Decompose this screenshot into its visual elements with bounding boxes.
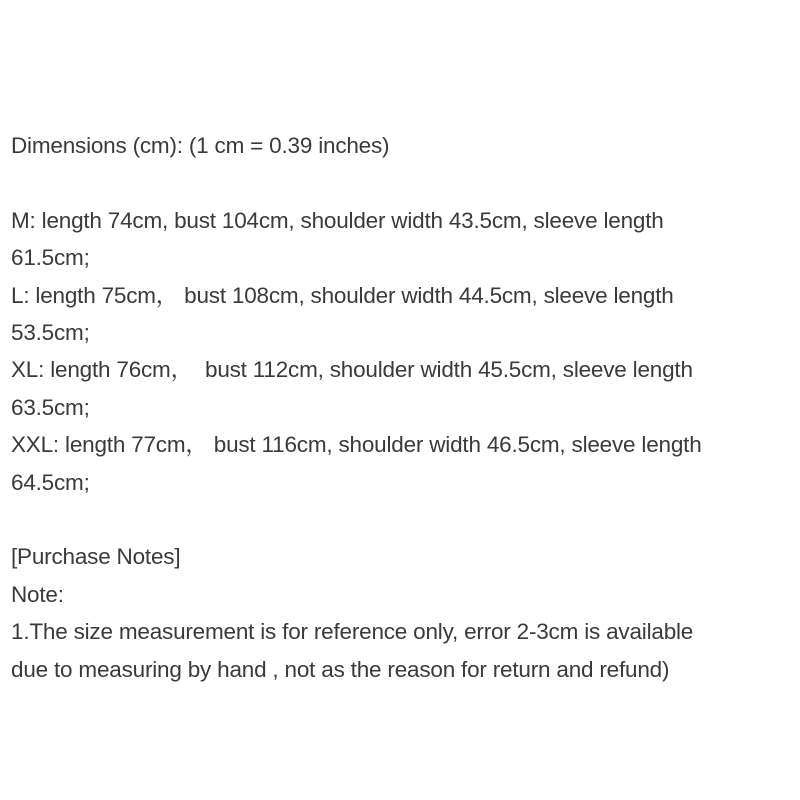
size-line-continued: 53.5cm;	[11, 320, 90, 346]
note-label: Note:	[11, 581, 64, 607]
size-list	[11, 202, 791, 501]
size-line-continued: 64.5cm;	[11, 469, 90, 495]
blank-line	[11, 164, 791, 201]
size-line: XL: length 76cm， bust 112cm, shoulder width 45.5cm, sleeve length	[11, 357, 693, 383]
note-text-continued: due to measuring by hand , not as the reason for return and refund)	[11, 656, 670, 682]
size-line-continued: 63.5cm;	[11, 394, 90, 420]
size-entry-xl	[11, 351, 791, 426]
purchase-notes-heading: [Purchase Notes]	[11, 544, 181, 570]
product-description	[11, 127, 791, 688]
size-line: XXL: length 77cm， bust 116cm, shoulder width 46.5cm, sleeve length	[11, 432, 702, 458]
note-text: 1.The size measurement is for reference only, error 2-3cm is available	[11, 619, 694, 645]
purchase-notes	[11, 538, 791, 688]
size-entry-l	[11, 277, 791, 352]
size-entry-m	[11, 202, 791, 277]
size-line: L: length 75cm， bust 108cm, shoulder width 44.5cm, sleeve length	[11, 282, 674, 308]
size-entry-xxl	[11, 426, 791, 501]
size-line: M: length 74cm, bust 104cm, shoulder width 43.5cm, sleeve length	[11, 207, 664, 233]
size-line-continued: 61.5cm;	[11, 245, 90, 271]
dimensions-heading: Dimensions (cm): (1 cm = 0.39 inches)	[11, 133, 390, 158]
blank-line	[11, 501, 791, 538]
